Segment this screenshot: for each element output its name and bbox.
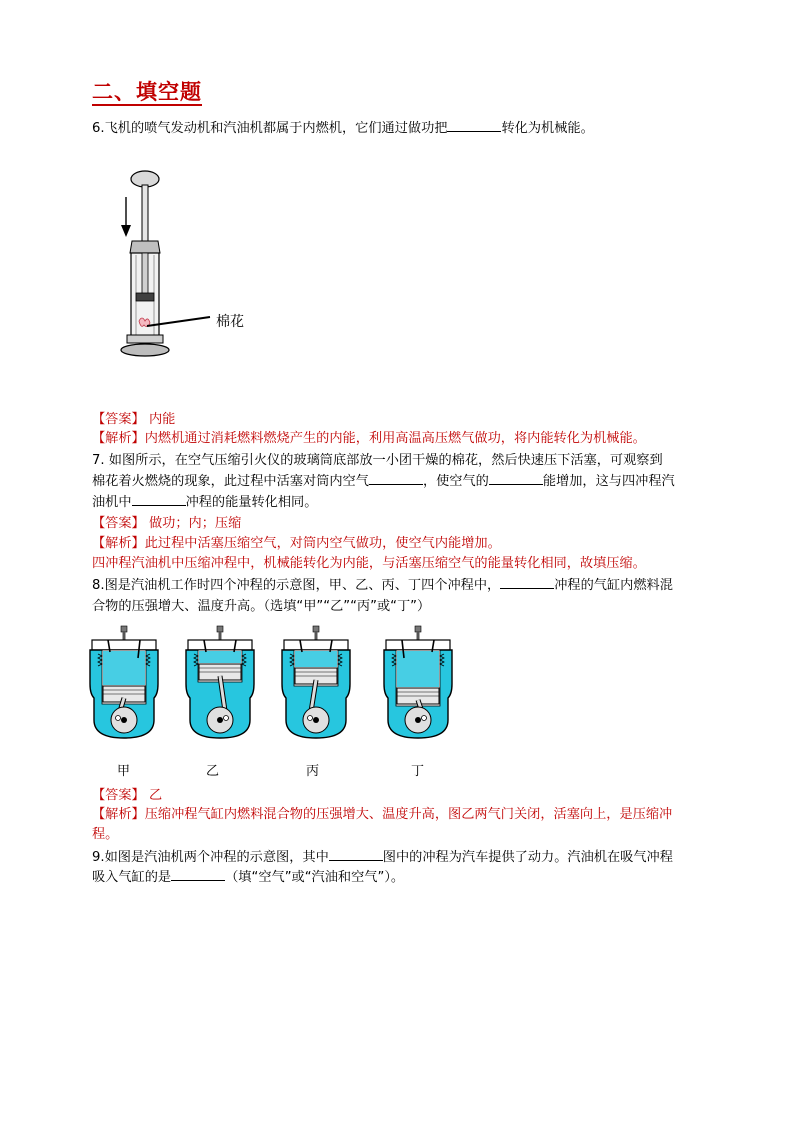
q7-line-2	[92, 472, 675, 491]
engine-bing	[282, 626, 350, 738]
q8-line-1	[92, 576, 673, 595]
q7-line3-b: 冲程的能量转化相同。	[185, 495, 318, 510]
q9-line-1	[92, 848, 673, 867]
q7-line-1: 7. 如图所示，在空气压缩引火仪的玻璃筒底部放一小团干燥的棉花，然后快速压下活塞，可观察到	[92, 453, 663, 468]
cotton-label: 棉花	[216, 314, 244, 330]
analysis-tag: 【解析】	[92, 431, 145, 446]
q8-line-2: 合物的压强增大、温度升高。（选填“甲”“乙”“丙”或“丁”）	[92, 599, 431, 614]
q8-analysis-2: 程。	[92, 827, 119, 842]
label-yi: 乙	[206, 764, 220, 779]
answer-blank	[132, 493, 186, 506]
q8-line1-b: 冲程的气缸内燃料混	[554, 578, 673, 593]
analysis-tag: 【解析】	[92, 536, 145, 551]
q7-line-3	[92, 493, 317, 512]
answer-blank	[489, 472, 543, 485]
engine-yi	[186, 626, 254, 738]
q7-line3-a: 油机中	[92, 495, 132, 510]
label-jia: 甲	[117, 764, 131, 779]
answer-blank	[447, 119, 501, 132]
engine-strokes-figure	[88, 624, 458, 744]
analysis-text: 内燃机通过消耗燃料燃烧产生的内能，利用高温高压燃气做功，将内能转化为机械能。	[144, 431, 646, 446]
answer-blank	[369, 472, 423, 485]
answer-tag: 【答案】	[92, 516, 145, 531]
q9-line1-a: 9.如图是汽油机两个冲程的示意图，其中	[92, 850, 329, 865]
q8-analysis-1	[92, 805, 672, 824]
q9-line2-b: （填“空气”或“汽油和空气”）。	[225, 870, 405, 885]
answer-tag: 【答案】	[92, 788, 145, 803]
q7-line2-b: ，使空气的	[422, 474, 489, 489]
answer-blank	[329, 848, 383, 861]
q6-text-a: 6.飞机的喷气发动机和汽油机都属于内燃机，它们通过做功把	[92, 121, 448, 136]
q9-line1-b: 图中的冲程为汽车提供了动力。汽油机在吸气冲程	[382, 850, 673, 865]
q9-line-2	[92, 868, 404, 887]
answer-text: 乙	[148, 788, 163, 803]
section-title: 二、填空题	[92, 80, 202, 104]
air-compression-igniter-figure	[112, 165, 292, 365]
q6-answer	[92, 410, 175, 429]
analysis-tag: 【解析】	[92, 807, 145, 822]
answer-blank	[500, 576, 554, 589]
q6-analysis	[92, 429, 646, 448]
answer-tag: 【答案】	[92, 412, 145, 427]
q9-line2-a: 吸入气缸的是	[92, 870, 172, 885]
q7-answer	[92, 514, 241, 533]
analysis-text: 压缩冲程气缸内燃料混合物的压强增大、温度升高，图乙两气门关闭，活塞向上，是压缩冲	[144, 807, 673, 822]
answer-text: 内能	[148, 412, 176, 427]
q7-analysis-1	[92, 534, 501, 553]
q7-line2-a: 棉花着火燃烧的现象，此过程中活塞对筒内空气	[92, 474, 369, 489]
q7-line2-c: 能增加，这与四冲程汽	[542, 474, 675, 489]
q8-answer	[92, 786, 162, 805]
answer-blank	[171, 868, 225, 881]
analysis-text: 此过程中活塞压缩空气，对筒内空气做功，使空气内能增加。	[144, 536, 501, 551]
q6-text-b: 转化为机械能。	[501, 121, 594, 136]
answer-text: 做功；内；压缩	[148, 516, 242, 531]
q7-analysis-2: 四冲程汽油机中压缩冲程中，机械能转化为内能，与活塞压缩空气的能量转化相同，故填压缩。	[92, 556, 646, 571]
label-bing: 丙	[306, 764, 320, 779]
question-6	[92, 119, 594, 138]
q8-line1-a: 8.图是汽油机工作时四个冲程的示意图，甲、乙、丙、丁四个冲程中，	[92, 578, 501, 593]
engine-ding	[384, 626, 452, 738]
label-ding: 丁	[411, 764, 425, 779]
engine-jia	[90, 626, 158, 738]
